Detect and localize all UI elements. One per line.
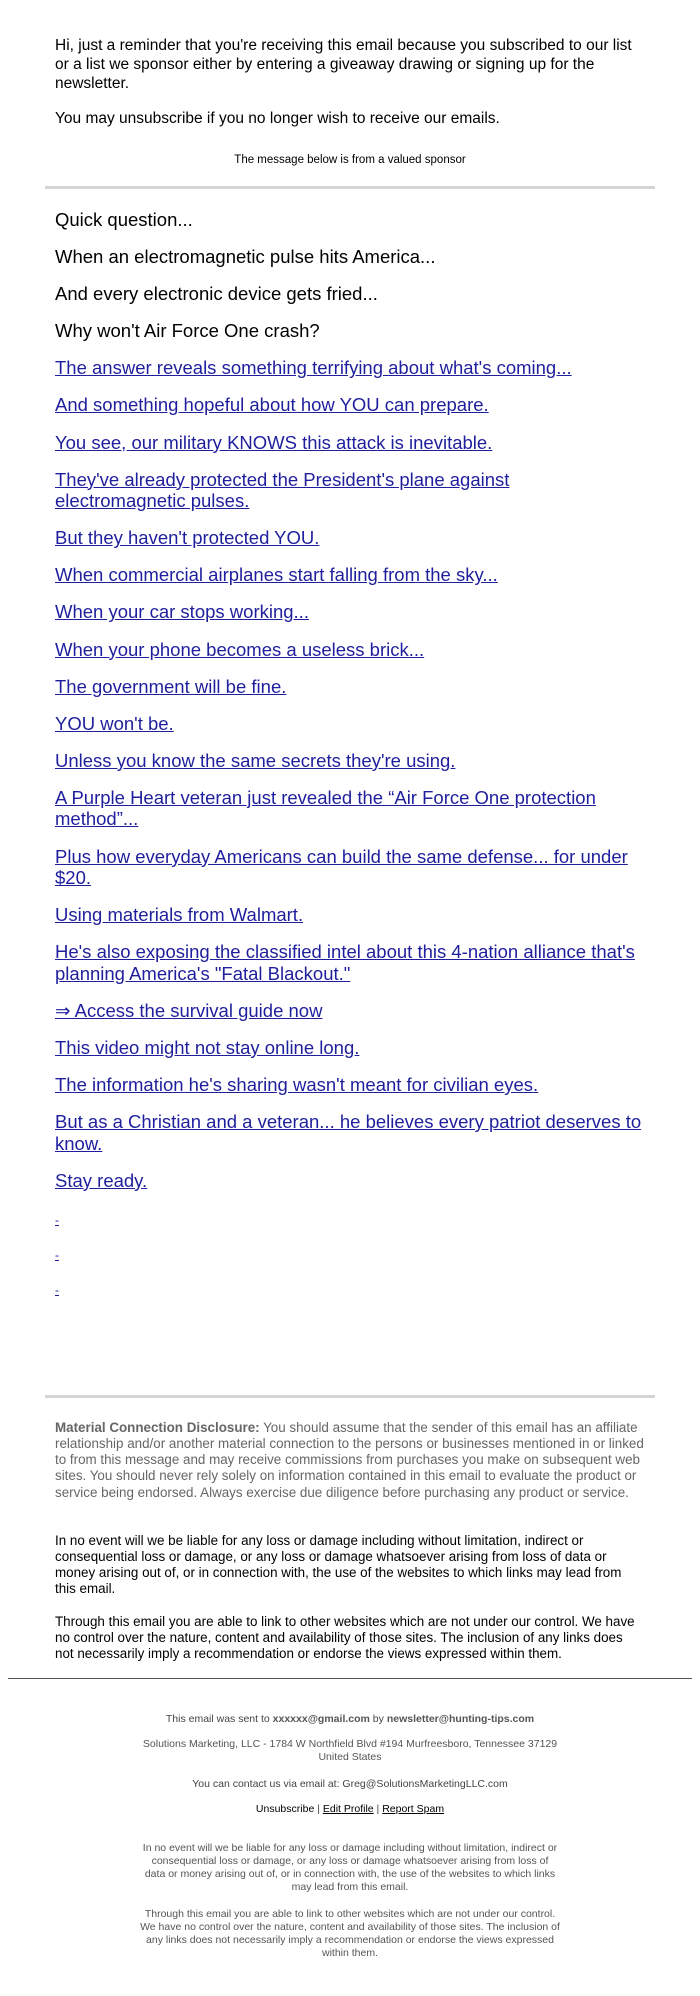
message-link[interactable]: And something hopeful about how YOU can prepare. — [55, 394, 489, 416]
dash-links — [55, 1207, 645, 1395]
recipient-email: xxxxxx@gmail.com — [272, 1713, 370, 1726]
message-link[interactable]: The information he's sharing wasn't meant for civilian eyes. — [55, 1073, 539, 1095]
by-text: by — [369, 1713, 387, 1726]
footer-liability: In no event will we be liable for any loss or damage including without limitation, indirect or consequential loss or damage, or any loss or damage whatsoever arising from loss of data or money arising out of, or in connection with, the use of the websites to which links may lead from this email. — [142, 1842, 558, 1894]
footer-links — [0, 1803, 700, 1816]
message-body — [45, 189, 655, 1395]
message-line: Quick question... — [55, 209, 193, 230]
access-guide-link[interactable]: ⇒ Access the survival guide now — [55, 999, 323, 1021]
separator: | — [314, 1803, 323, 1816]
message-link[interactable]: They've already protected the President's plane against electromagnetic pulses. — [55, 468, 510, 512]
message-link[interactable]: Plus how everyday Americans can build the same defense... for under $20. — [55, 845, 628, 888]
sent-to-prefix: This email was sent to — [165, 1713, 273, 1726]
unsubscribe-note: You may unsubscribe if you no longer wish to receive our emails. — [55, 110, 500, 127]
message-link[interactable]: When your car stops working... — [55, 601, 309, 623]
sender-address: Solutions Marketing, LLC - 1784 W Northfield Blvd #194 Murfreesboro, Tennessee 37129 United States — [142, 1738, 558, 1764]
message-link[interactable]: This video might not stay online long. — [55, 1036, 360, 1058]
message-link[interactable]: But they haven't protected YOU. — [55, 527, 320, 549]
message-link[interactable]: YOU won't be. — [55, 712, 174, 734]
message-link[interactable]: When commercial airplanes start falling from the sky... — [55, 564, 498, 586]
dash-link[interactable]: - — [55, 1247, 59, 1262]
intro-section — [45, 0, 655, 128]
dash-link[interactable]: - — [55, 1212, 59, 1227]
message-link[interactable]: When your phone becomes a useless brick... — [55, 638, 425, 660]
dash-link[interactable]: - — [55, 1282, 59, 1297]
sent-to-line — [0, 1713, 700, 1726]
separator: | — [373, 1803, 383, 1816]
email-footer — [0, 1679, 700, 1960]
message-link[interactable]: A Purple Heart veteran just revealed the “Air Force One protection method”... — [55, 786, 596, 830]
message-link[interactable]: You see, our military KNOWS this attack is inevitable. — [55, 431, 493, 453]
message-link[interactable]: Using materials from Walmart. — [55, 904, 304, 926]
liability-text: In no event will we be liable for any loss or damage including without limitation, indirect or consequential loss or damage, or any loss or damage whatsoever arising from loss of data or money arising out of, or in connection with, the use of the websites to which links may lead from this email. — [55, 1532, 622, 1597]
message-link[interactable]: The government will be fine. — [55, 675, 287, 697]
disclosure-text: You should assume that the sender of this email has an affiliate relationship and/or another material connection to the persons or businesses mentioned in or linked to from this message and may receive commissions from purchases you make on subsequent web sites. You should never rely solely on information contained in this email to evaluate the product or service being endorsed. Always exercise due diligence before purchasing any product or service. — [55, 1419, 644, 1500]
external-links-text: Through this email you are able to link to other websites which are not under our control. We have no control over the nature, content and availability of those sites. The inclusion of any links does not necessarily imply a recommendation or endorse the views expressed within them. — [55, 1613, 635, 1661]
message-link[interactable]: The answer reveals something terrifying about what's coming... — [55, 357, 572, 379]
message-link[interactable]: Unless you know the same secrets they're using. — [55, 749, 456, 771]
contact-line: You can contact us via email at: Greg@SolutionsMarketingLLC.com — [192, 1778, 508, 1791]
unsubscribe-link[interactable]: Unsubscribe — [255, 1803, 315, 1816]
edit-profile-link[interactable]: Edit Profile — [322, 1803, 374, 1816]
email-container — [45, 0, 655, 1662]
sponsor-note: The message below is from a valued sponsor — [234, 154, 466, 166]
message-link[interactable]: But as a Christian and a veteran... he believes every patriot deserves to know. — [55, 1111, 642, 1154]
material-connection-disclosure — [45, 1398, 655, 1501]
footer-external-links: Through this email you are able to link to other websites which are not under our control. We have no control over the nature, content and availability of those sites. The inclusion of any links does not necessarily imply a recommendation or endorse the views expressed within them. — [140, 1908, 560, 1960]
message-line: Why won't Air Force One crash? — [55, 320, 320, 342]
legal-section — [45, 1501, 655, 1662]
disclosure-label: Material Connection Disclosure: — [55, 1419, 260, 1435]
sender-email: newsletter@hunting-tips.com — [386, 1713, 535, 1726]
message-line: And every electronic device gets fried... — [55, 283, 378, 305]
message-line: When an electromagnetic pulse hits America... — [55, 246, 436, 268]
report-spam-link[interactable]: Report Spam — [382, 1803, 445, 1816]
subscription-reminder: Hi, just a reminder that you're receiving this email because you subscribed to our list or a list we sponsor either by entering a giveaway drawing or signing up for the newsletter. — [55, 37, 632, 92]
message-link[interactable]: Stay ready. — [55, 1169, 148, 1191]
message-link[interactable]: He's also exposing the classified intel about this 4-nation alliance that's planning America's "Fatal Blackout." — [55, 941, 635, 984]
